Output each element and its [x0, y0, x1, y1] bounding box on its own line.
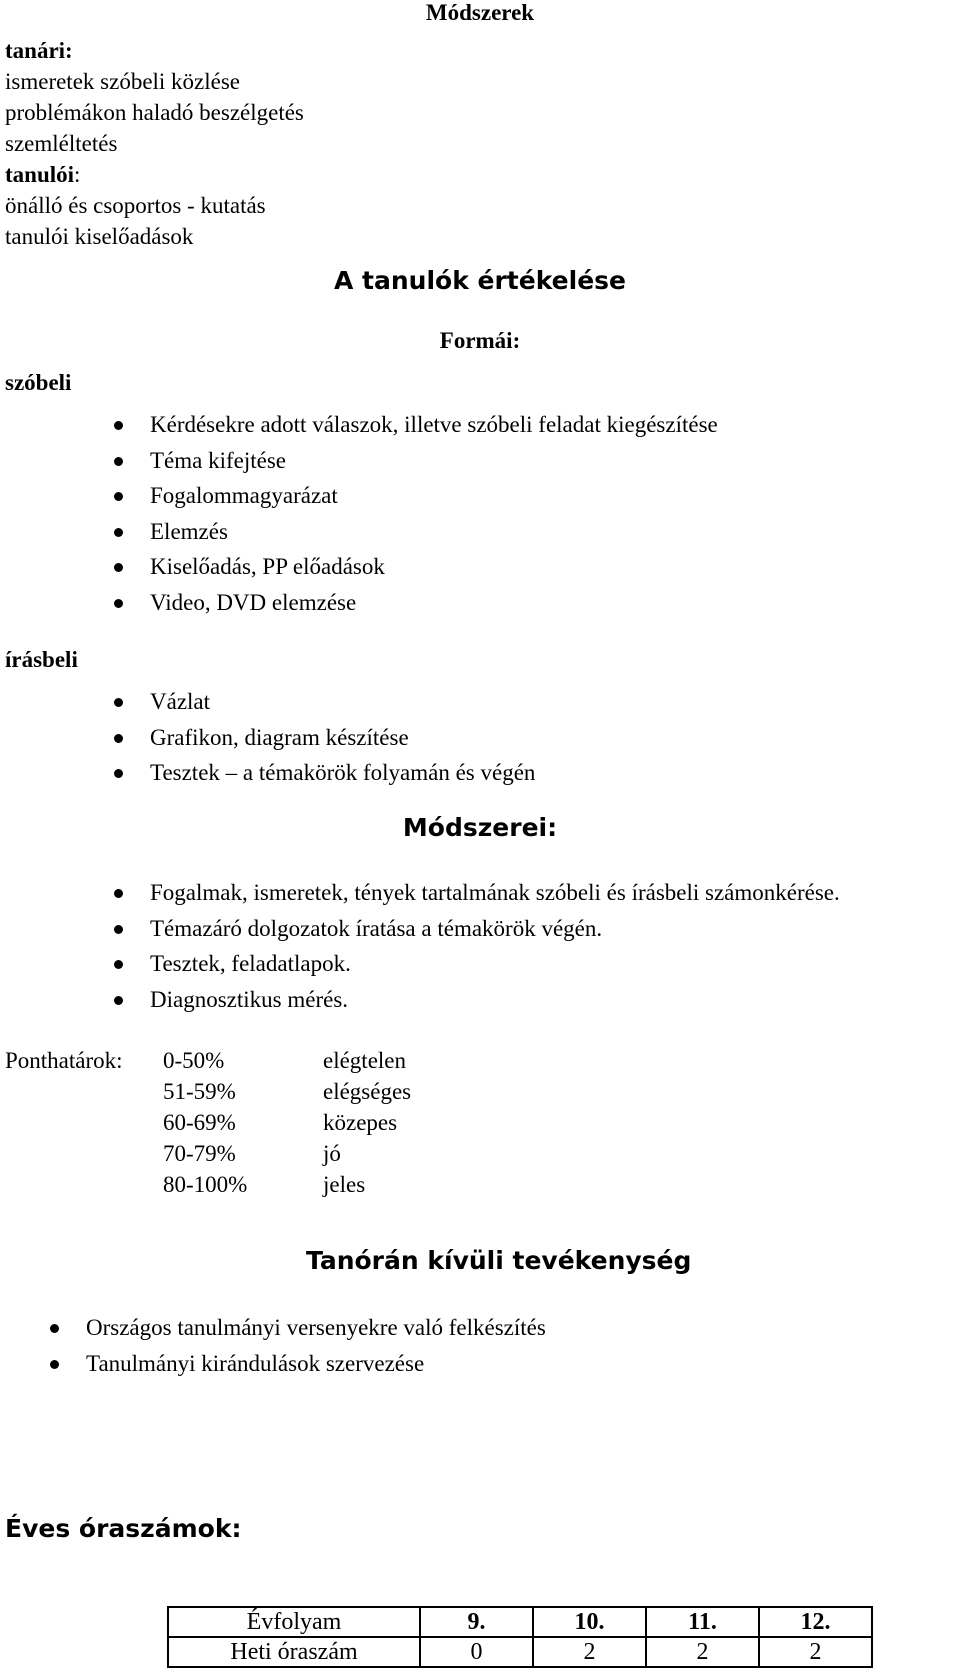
list-item	[86, 1310, 546, 1346]
bullet-icon	[114, 996, 123, 1005]
oral-label: szóbeli	[5, 370, 72, 395]
list-item-text: Grafikon, diagram készítése	[150, 724, 409, 750]
list-item	[150, 982, 840, 1018]
list-item	[150, 585, 718, 621]
grade-name: jó	[323, 1141, 341, 1166]
bullet-icon	[114, 889, 123, 898]
list-item	[150, 514, 718, 550]
list-item-text: Elemzés	[150, 518, 228, 544]
bullet-icon	[114, 925, 123, 934]
table-cell-hours-label: Heti óraszám	[168, 1637, 420, 1667]
table-cell-hours: 2	[759, 1637, 872, 1667]
table-cell-grade-label: Évfolyam	[168, 1607, 420, 1637]
table-row	[168, 1607, 872, 1637]
bullet-icon	[114, 599, 123, 608]
student-label-text: tanulói	[5, 162, 75, 187]
teacher-method-item: problémákon haladó beszélgetés	[5, 100, 304, 125]
student-method-item: önálló és csoportos - kutatás	[5, 193, 266, 218]
extracurricular-list	[86, 1310, 546, 1381]
written-forms-list	[150, 684, 535, 791]
teacher-methods-label: tanári:	[5, 38, 73, 63]
teacher-method-item: szemléltetés	[5, 131, 118, 156]
list-item-text: Országos tanulmányi versenyekre való felkészítés	[86, 1315, 546, 1340]
bullet-icon	[114, 769, 123, 778]
list-item	[150, 407, 718, 443]
bullet-icon	[114, 563, 123, 572]
student-methods-label	[5, 160, 80, 190]
list-item-text: Vázlat	[150, 689, 211, 714]
grade-name: közepes	[323, 1110, 398, 1135]
list-item-text: Témazáró dolgozatok íratása a témakörök végén.	[150, 915, 603, 941]
table-cell-grade: 10.	[533, 1607, 646, 1637]
oral-forms-list	[150, 407, 718, 620]
table-cell-hours: 2	[533, 1637, 646, 1667]
bullet-icon	[114, 492, 123, 501]
list-item-text: Tanulmányi kirándulások szervezése	[86, 1350, 425, 1376]
extracurricular-heading: Tanórán kívüli tevékenység	[306, 1246, 692, 1275]
bullet-icon	[114, 528, 123, 537]
list-item-text: Diagnosztikus mérés.	[150, 986, 349, 1012]
bullet-icon	[50, 1324, 59, 1333]
table-cell-hours: 2	[646, 1637, 759, 1667]
grade-name: elégséges	[323, 1079, 412, 1104]
evaluation-methods-list	[150, 875, 840, 1017]
table-cell-grade: 12.	[759, 1607, 872, 1637]
grading-label: Ponthatárok:	[5, 1048, 123, 1073]
written-label: írásbeli	[5, 647, 78, 672]
annual-hours-table	[167, 1606, 873, 1668]
list-item	[150, 720, 535, 756]
bullet-icon	[114, 421, 123, 430]
list-item	[86, 1346, 546, 1382]
list-item	[150, 911, 840, 947]
table-row	[168, 1637, 872, 1667]
list-item	[150, 478, 718, 514]
list-item-text: Téma kifejtése	[150, 447, 287, 473]
student-label-colon: :	[74, 162, 81, 187]
annual-hours-heading: Éves óraszámok:	[5, 1514, 242, 1543]
grade-range: 70-79%	[163, 1141, 236, 1166]
student-method-item: tanulói kiselőadások	[5, 224, 194, 249]
evaluation-methods-heading: Módszerei:	[402, 813, 558, 842]
list-item	[150, 755, 535, 791]
forms-heading: Formái:	[439, 328, 521, 353]
table-cell-grade: 9.	[420, 1607, 533, 1637]
list-item-text: Kérdésekre adott válaszok, illetve szóbeli feladat kiegészítése	[150, 412, 718, 437]
bullet-icon	[114, 734, 123, 743]
list-item	[150, 946, 840, 982]
bullet-icon	[50, 1360, 59, 1369]
list-item-text: Fogalmak, ismeretek, tények tartalmának szóbeli és írásbeli számonkérése.	[150, 880, 840, 905]
table-cell-grade: 11.	[646, 1607, 759, 1637]
grade-range: 51-59%	[163, 1079, 236, 1104]
list-item-text: Video, DVD elemzése	[150, 589, 357, 615]
list-item-text: Fogalommagyarázat	[150, 483, 338, 508]
grade-range: 80-100%	[163, 1172, 248, 1197]
list-item	[150, 443, 718, 479]
list-item-text: Tesztek, feladatlapok.	[150, 951, 351, 976]
bullet-icon	[114, 698, 123, 707]
grade-name: elégtelen	[323, 1048, 407, 1073]
evaluation-heading: A tanulók értékelése	[333, 266, 626, 295]
grade-range: 60-69%	[163, 1110, 236, 1135]
teacher-method-item: ismeretek szóbeli közlése	[5, 69, 241, 94]
list-item	[150, 875, 840, 911]
list-item-text: Tesztek – a témakörök folyamán és végén	[150, 760, 536, 785]
grade-name: jeles	[323, 1172, 366, 1197]
methods-heading: Módszerek	[425, 0, 535, 25]
bullet-icon	[114, 960, 123, 969]
grade-range: 0-50%	[163, 1048, 225, 1073]
list-item	[150, 549, 718, 585]
list-item	[150, 684, 535, 720]
list-item-text: Kiselőadás, PP előadások	[150, 554, 385, 579]
bullet-icon	[114, 457, 123, 466]
table-cell-hours: 0	[420, 1637, 533, 1667]
